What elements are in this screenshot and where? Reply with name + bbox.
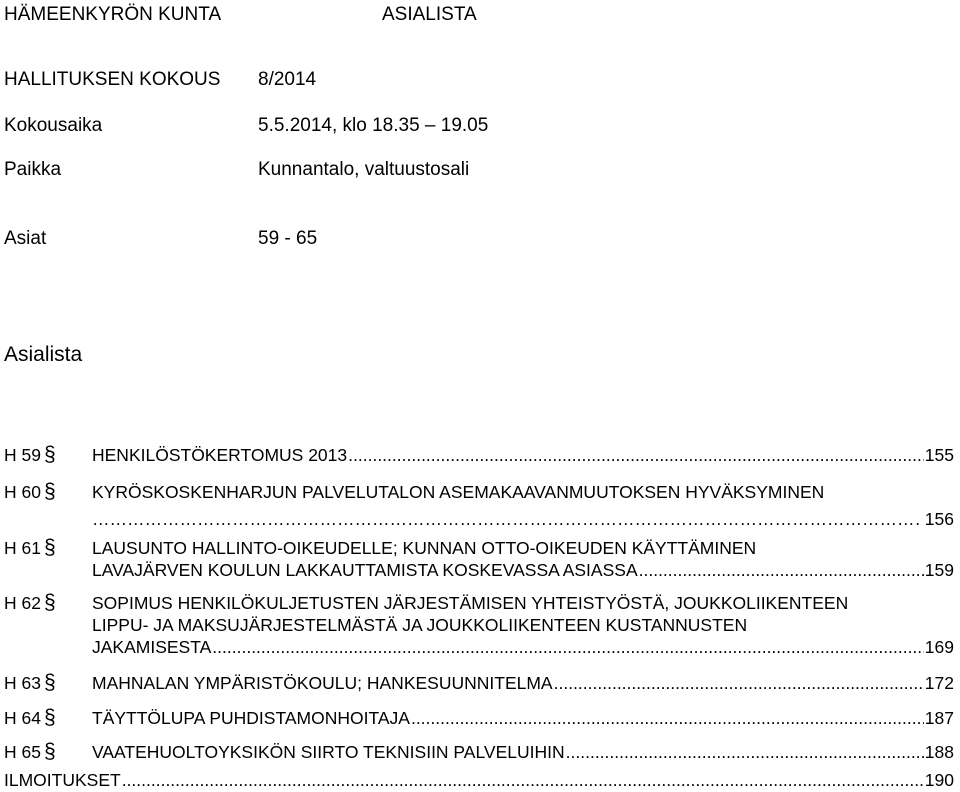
item-code: H 59 [4,445,41,465]
item-code: H 61 [4,538,41,558]
meeting-place-label: Paikka [4,159,62,180]
item-code: H 63 [4,673,41,693]
item-page: 188 [924,742,954,762]
item-code: H 65 [4,742,41,762]
meeting-number: 8/2014 [258,69,317,90]
meeting-label: HALLITUKSEN KOKOUS [4,69,221,90]
meeting-time-value: 5.5.2014, klo 18.35 – 19.05 [258,115,489,136]
item-title: HENKILÖSTÖKERTOMUS 2013 [92,445,348,465]
leader-dots [566,741,924,763]
item-title-cont: LAVAJÄRVEN KOULUN LAKKAUTTAMISTA KOSKEVASSA ASIASSA [92,560,638,580]
section-sign: § [43,706,56,729]
leader-dots [92,508,919,530]
item-title: TÄYTTÖLUPA PUHDISTAMONHOITAJA [92,708,410,728]
item-title-cont: JAKAMISESTA [92,637,212,657]
item-title: KYRÖSKOSKENHARJUN PALVELUTALON ASEMAKAAVANMUUTOKSEN HYVÄKSYMINEN [92,482,825,502]
section-sign: § [43,740,56,763]
announcements-label: ILMOITUKSET [4,770,121,790]
item-page: 155 [924,445,954,465]
section-sign: § [43,536,56,559]
section-sign: § [43,671,56,694]
announcements-page: 190 [924,770,954,790]
agenda-heading: Asialista [4,343,83,366]
item-page: 159 [924,560,954,580]
item-code: H 62 [4,593,41,613]
item-title: MAHNALAN YMPÄRISTÖKOULU; HANKESUUNNITELMA [92,673,553,693]
item-page: 169 [924,637,954,657]
item-page: 187 [924,708,954,728]
item-code: H 60 [4,482,41,502]
leader-dots [554,672,924,694]
item-title: SOPIMUS HENKILÖKULJETUSTEN JÄRJESTÄMISEN YHTEISTYÖSTÄ, JOUKKOLIIKENTEEN [92,593,849,613]
item-title: LAUSUNTO HALLINTO-OIKEUDELLE; KUNNAN OTTO-OIKEUDEN KÄYTTÄMINEN [92,538,757,558]
item-title-cont: LIPPU- JA MAKSUJÄRJESTELMÄSTÄ JA JOUKKOLIIKENTEEN KUSTANNUSTEN [92,615,748,635]
section-sign: § [43,591,56,614]
announcements-item[interactable] [4,769,954,791]
item-code: H 64 [4,708,41,728]
document-type: ASIALISTA [382,4,477,25]
section-sign: § [43,443,56,466]
leader-dots [348,444,924,466]
leader-dots [639,559,924,581]
items-value: 59 - 65 [258,228,318,249]
leader-dots [122,769,924,791]
meeting-place-value: Kunnantalo, valtuustosali [258,159,470,180]
item-page: 156 [924,509,954,529]
items-label: Asiat [4,228,47,249]
leader-dots [411,707,924,729]
item-page: 172 [924,673,954,693]
leader-dots [212,636,924,658]
municipality-name: HÄMEENKYRÖN KUNTA [4,4,222,25]
section-sign: § [43,480,56,503]
meeting-time-label: Kokousaika [4,115,103,136]
item-title: VAATEHUOLTOYKSIKÖN SIIRTO TEKNISIIN PALVELUIHIN [92,742,565,762]
